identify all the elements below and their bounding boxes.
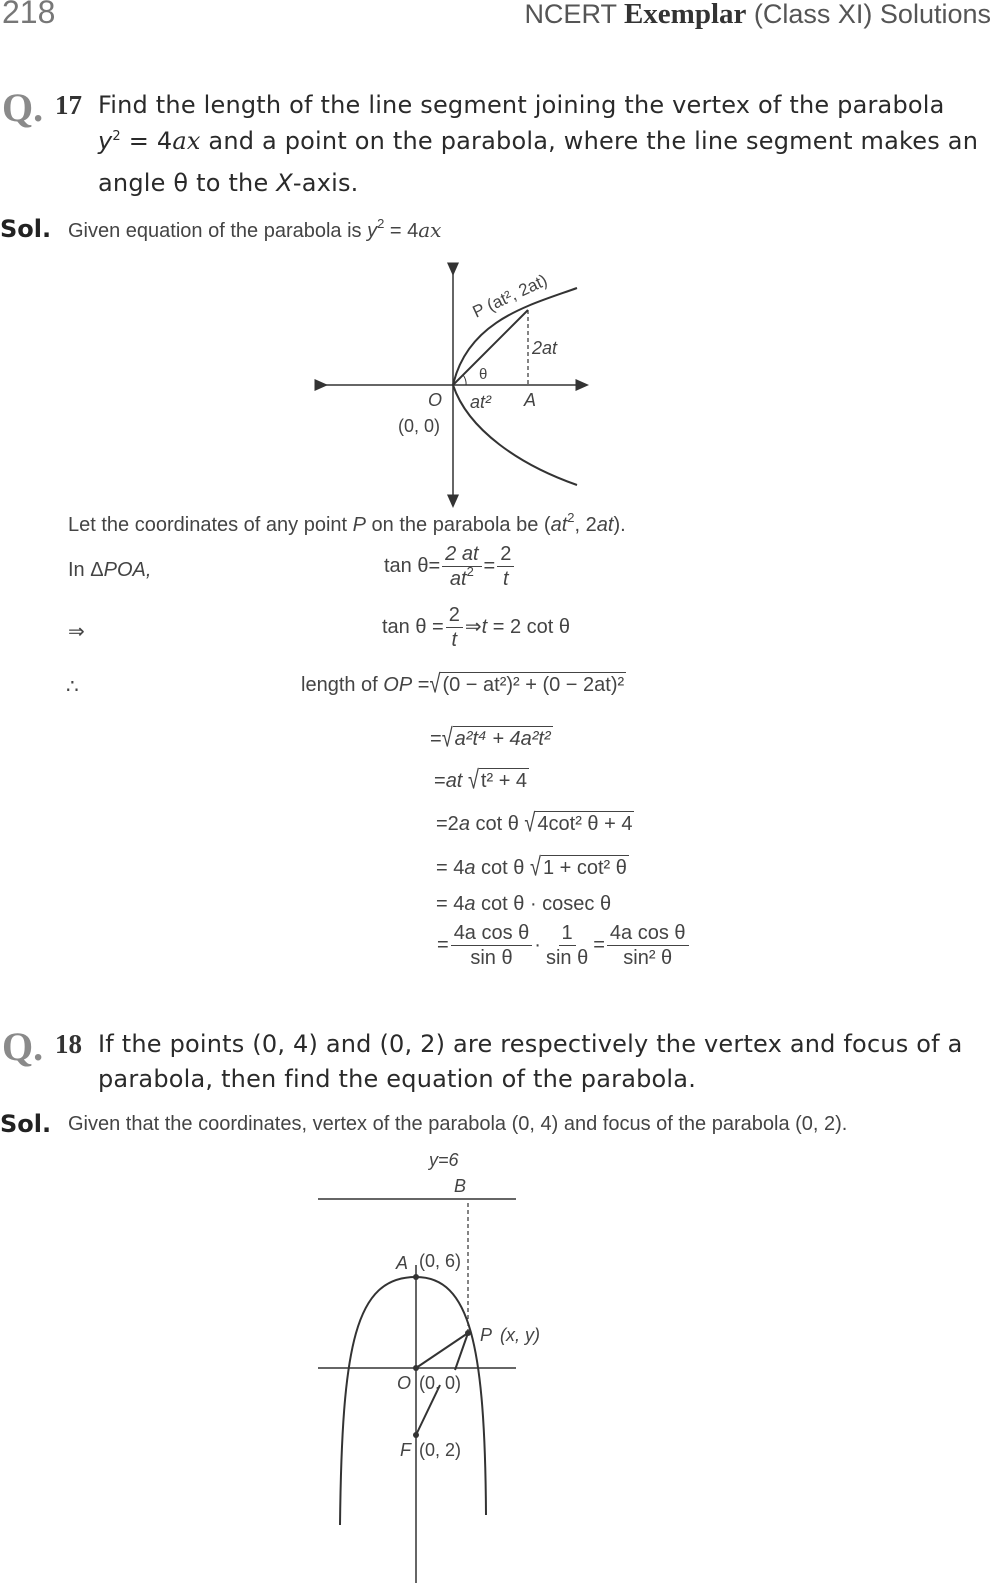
sol17-given-y: y <box>367 220 378 242</box>
sol17-given-exp: 2 <box>377 216 385 231</box>
label-theta: θ <box>479 366 488 383</box>
segment-OP <box>416 1333 468 1368</box>
step6-num1: 4a cos θ <box>451 922 533 946</box>
tan2-rhs-a: ⇒ <box>464 615 482 638</box>
implies-symbol: ⇒ <box>68 621 85 643</box>
parabola-curve <box>453 288 577 485</box>
step5-b: cot θ · cosec θ <box>475 893 612 915</box>
point-A <box>413 1274 419 1280</box>
label-O: O <box>428 390 443 410</box>
question-17-line3 <box>98 169 359 197</box>
tan-eq-1 <box>384 543 516 590</box>
step-6 <box>437 922 691 969</box>
radical-sign: √ <box>441 724 453 754</box>
step3-radicand: 4cot² θ + 4 <box>537 813 633 835</box>
tan1-frac2 <box>497 543 514 590</box>
step-2 <box>434 766 529 796</box>
tan2-lhs: tan θ = <box>382 615 444 638</box>
label-A: A <box>396 1253 409 1273</box>
let-text-a: Let the coordinates of any point <box>68 514 353 536</box>
tan1-num1: 2 at <box>442 543 481 567</box>
tan-eq-2 <box>382 604 570 651</box>
label-y6: y=6 <box>429 1150 459 1170</box>
step2-radicand: t² + 4 <box>480 770 528 792</box>
tan2-t: t <box>481 615 488 638</box>
sol17-given-text: Given equation of the parabola is <box>68 220 368 242</box>
question-number-18: 18 <box>55 1029 82 1059</box>
let-P: P <box>352 514 366 536</box>
label-A: A <box>524 390 537 410</box>
label-2at: 2at <box>532 338 558 358</box>
tan2-num: 2 <box>446 604 463 628</box>
step6-eq: = <box>437 933 449 956</box>
q17-line3-a: angle θ to the <box>98 169 277 197</box>
point-F <box>413 1432 419 1438</box>
book-title <box>524 0 991 31</box>
step1-radicand: a²t⁴ + 4a²t² <box>454 728 551 750</box>
step4-radicand: 1 + cot² θ <box>542 857 627 879</box>
therefore-symbol: ∴ <box>66 676 79 698</box>
sol18-given: Given that the coordinates, vertex of the parabola (0, 4) and focus of the parabola (0, 2). <box>68 1113 848 1135</box>
step6-frac3 <box>607 922 689 969</box>
tan1-eq: = <box>483 554 496 577</box>
label-F: F <box>400 1440 411 1460</box>
angle-arc <box>463 375 466 385</box>
tan1-lhs: tan θ= <box>384 554 441 577</box>
q17-line2-rest: and a point on the parabola, where the line segment makes an <box>200 127 979 155</box>
step6-eq2: = <box>593 933 605 956</box>
label-B: B <box>454 1176 467 1196</box>
step3-a: =2 <box>436 813 459 835</box>
sol17-given-ax: ax <box>418 218 442 242</box>
tan2-frac <box>446 604 463 651</box>
step1-eq: = <box>430 728 442 750</box>
len-OP: OP <box>383 674 413 696</box>
label-P: P <box>480 1325 493 1345</box>
step6-num2: 1 <box>559 922 576 946</box>
title-bold: Exemplar <box>623 0 747 30</box>
let-at2: at <box>596 514 614 536</box>
let-at: at <box>550 514 568 536</box>
step-4 <box>436 853 629 883</box>
solution-label-17: Sol. <box>0 215 52 243</box>
sol17-given-eq: = 4 <box>384 220 419 242</box>
in-label-a: In Δ <box>68 559 104 581</box>
tan1-den2: t <box>503 568 509 590</box>
step2-eq: = <box>434 770 446 792</box>
question-17-line2 <box>98 127 978 155</box>
step3-ai: a <box>458 813 470 835</box>
step6-frac2 <box>543 922 591 969</box>
label-A-coord: (0, 6) <box>419 1251 462 1271</box>
len-lhs-a: length of <box>301 674 384 696</box>
page-number: 218 <box>2 0 56 30</box>
radical-sign: √ <box>524 809 536 839</box>
sol17-let-line <box>68 510 626 537</box>
step2-at: at <box>445 770 463 792</box>
step4-ai: a <box>464 857 476 879</box>
question-18-line2: parabola, then find the equation of the parabola. <box>98 1065 697 1093</box>
step4-b: cot θ <box>475 857 525 879</box>
step5-a: = 4 <box>436 893 465 915</box>
step3-b: cot θ <box>469 813 519 835</box>
let-text-d: ). <box>613 514 626 536</box>
step6-num3: 4a cos θ <box>607 922 689 946</box>
question-18-line1: If the points (0, 4) and (0, 2) are respectively the vertex and focus of a <box>98 1030 963 1058</box>
question-mark-17: Q. <box>2 85 44 130</box>
parabola-figure-1 <box>300 260 600 510</box>
tan2-den: t <box>451 629 458 651</box>
title-suffix: (Class XI) Solutions <box>746 0 991 29</box>
label-O: O <box>397 1373 412 1393</box>
in-label-b: POA, <box>103 559 152 581</box>
q17-eq: = 4 <box>120 127 173 155</box>
q17-y-exp: 2 <box>112 129 121 144</box>
label-at2: at² <box>470 392 492 412</box>
in-triangle-label <box>68 559 151 582</box>
point-O <box>413 1365 419 1371</box>
q17-ax: ax <box>172 127 201 155</box>
let-text-b: on the parabola be ( <box>365 514 551 536</box>
solution-label-18: Sol. <box>0 1110 52 1138</box>
tan2-rhs-b: = 2 cot θ <box>487 615 571 638</box>
parabola-figure-2 <box>300 1145 560 1583</box>
label-P: P (at², 2at) <box>469 270 551 322</box>
question-mark-18: Q. <box>2 1024 44 1069</box>
tan1-den1: at <box>449 568 467 590</box>
len-radicand: (0 − at²)² + (0 − 2at)² <box>442 674 625 696</box>
step6-den3: sin² θ <box>623 947 673 969</box>
step-1 <box>430 724 553 754</box>
parabola-curve-2 <box>340 1277 486 1525</box>
radical-sign: √ <box>467 766 479 796</box>
step-5 <box>436 893 611 916</box>
step-3 <box>436 809 634 839</box>
step6-den1: sin θ <box>470 947 513 969</box>
let-exp: 2 <box>567 510 575 525</box>
label-F-coord: (0, 2) <box>419 1440 462 1460</box>
sol17-given <box>68 218 441 243</box>
label-origin: (0, 0) <box>398 416 441 436</box>
question-17-line1: Find the length of the line segment joining the vertex of the parabola <box>98 91 945 119</box>
q17-line3-b: -axis. <box>292 169 359 197</box>
point-P <box>465 1330 471 1336</box>
q17-line3-x: X <box>276 169 293 197</box>
segment-OP <box>453 310 528 385</box>
len-eq: = <box>412 674 430 696</box>
tan1-den1-wrap <box>447 564 477 590</box>
tan1-frac1 <box>442 543 481 590</box>
tan1-num2: 2 <box>497 543 514 567</box>
step6-dot: · <box>534 933 541 956</box>
step6-den2: sin θ <box>545 947 589 969</box>
let-text-c: , 2 <box>574 514 597 536</box>
q17-y: y <box>98 127 113 155</box>
step5-ai: a <box>464 893 476 915</box>
step6-frac1 <box>451 922 533 969</box>
label-O-coord: (0, 0) <box>419 1373 462 1393</box>
radical-sign: √ <box>529 853 541 883</box>
title-prefix: NCERT <box>524 0 624 29</box>
question-number-17: 17 <box>55 90 82 120</box>
length-OP-line <box>301 670 626 700</box>
tan1-den1-exp: 2 <box>466 564 474 579</box>
radical-sign: √ <box>429 670 441 700</box>
label-P-coord: (x, y) <box>500 1325 540 1345</box>
step4-a: = 4 <box>436 857 465 879</box>
